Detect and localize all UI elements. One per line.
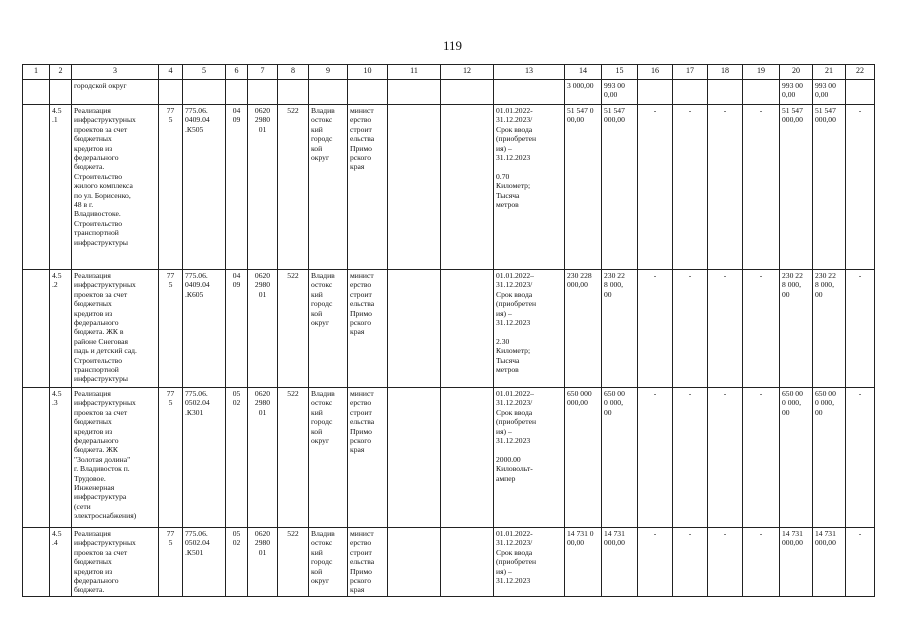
table-cell: 775.06. 0409.04 .К605 — [183, 270, 226, 388]
column-header: 3 — [72, 65, 159, 80]
table-cell: 775.06. 0502.04 .К301 — [183, 388, 226, 528]
column-header: 13 — [494, 65, 565, 80]
table-row — [23, 270, 875, 388]
table-cell: 05 02 — [226, 388, 248, 528]
table-cell: 51 547 000,00 — [780, 105, 813, 270]
table-cell: - — [708, 105, 743, 270]
table-cell: - — [743, 105, 780, 270]
column-header: 2 — [50, 65, 72, 80]
table-cell: 51 547 000,00 — [813, 105, 846, 270]
table-cell: - — [708, 270, 743, 388]
table-cell: 04 09 — [226, 105, 248, 270]
table-cell — [388, 105, 441, 270]
table-row — [23, 528, 875, 597]
table-cell: - — [673, 105, 708, 270]
table-cell: Реализация инфраструктурных проектов за счет бюджетных кредитов из федерального бюджета. ЖК в районе Снеговая падь и детский сад. Строительство транспортной инфраструктуры — [72, 270, 159, 388]
table-cell — [23, 80, 50, 105]
table-cell: 77 5 — [159, 270, 183, 388]
table-cell — [278, 80, 309, 105]
table-cell: - — [846, 270, 875, 388]
column-header: 12 — [441, 65, 494, 80]
table-cell: Владив остокс кий городс кой округ — [309, 388, 348, 528]
table-cell: - — [743, 528, 780, 597]
table-cell — [23, 528, 50, 597]
table-cell: 01.01.2022– 31.12.2023/ Срок ввода (приобретен ия) – 31.12.2023 2000.00 Киловольт- ампер — [494, 388, 565, 528]
table-cell: - — [846, 528, 875, 597]
table-cell — [441, 105, 494, 270]
table-cell: - — [638, 528, 673, 597]
table-row — [23, 388, 875, 528]
table-cell: 77 5 — [159, 528, 183, 597]
column-header: 15 — [602, 65, 638, 80]
table-cell: 51 547 000,00 — [602, 105, 638, 270]
table-cell — [441, 388, 494, 528]
table-cell: 230 22 8 000, 00 — [780, 270, 813, 388]
table-cell — [743, 80, 780, 105]
table-cell: 522 — [278, 388, 309, 528]
table-cell: 4.5 .2 — [50, 270, 72, 388]
column-header: 21 — [813, 65, 846, 80]
table-cell: 650 000 000,00 — [565, 388, 602, 528]
table-cell — [50, 80, 72, 105]
table-cell: 522 — [278, 270, 309, 388]
table-row — [23, 80, 875, 105]
page-number: 119 — [442, 38, 463, 53]
table-cell: 4.5 .3 — [50, 388, 72, 528]
table-cell: 650 00 0 000, 00 — [813, 388, 846, 528]
column-header: 10 — [348, 65, 388, 80]
table-cell: 0620 2980 01 — [248, 270, 278, 388]
table-cell — [183, 80, 226, 105]
table-cell: 993 00 0,00 — [780, 80, 813, 105]
table-cell: - — [846, 105, 875, 270]
table-cell — [673, 80, 708, 105]
table-cell: Реализация инфраструктурных проектов за счет бюджетных кредитов из федерального бюджета. Строительство жилого комплекса по ул. Борисенко, 48 в г. Владивостоке. Строительство транспортной инфраструктуры — [72, 105, 159, 270]
table-cell — [23, 105, 50, 270]
column-header: 18 — [708, 65, 743, 80]
column-header: 14 — [565, 65, 602, 80]
table-cell — [494, 80, 565, 105]
table-cell: - — [708, 528, 743, 597]
column-header: 4 — [159, 65, 183, 80]
table-cell: 14 731 0 00,00 — [565, 528, 602, 597]
table-cell: 14 731 000,00 — [602, 528, 638, 597]
table-cell: городской округ — [72, 80, 159, 105]
table-cell: - — [743, 388, 780, 528]
table-cell: Реализация инфраструктурных проектов за счет бюджетных кредитов из федерального бюджета. ЖК "Золотая долина" г. Владивосток п. Трудовое. Инженерная инфраструктура (сети электроснабжения) — [72, 388, 159, 528]
table-cell — [708, 80, 743, 105]
table-cell — [226, 80, 248, 105]
table-cell: Владив остокс кий городс кой округ — [309, 528, 348, 597]
table-cell: - — [708, 388, 743, 528]
table-cell — [248, 80, 278, 105]
table-cell — [441, 80, 494, 105]
table-cell — [159, 80, 183, 105]
table-cell: 775.06. 0409.04 .К505 — [183, 105, 226, 270]
table-cell: 01.01.2022- 31.12.2023/ Срок ввода (приобретен ия) – 31.12.2023 — [494, 528, 565, 597]
table-cell: 77 5 — [159, 105, 183, 270]
table-cell: - — [846, 388, 875, 528]
table-cell — [441, 528, 494, 597]
table-cell: Реализация инфраструктурных проектов за счет бюджетных кредитов из федерального бюджета. — [72, 528, 159, 597]
table-cell: 4.5 .1 — [50, 105, 72, 270]
column-header: 16 — [638, 65, 673, 80]
table-cell — [348, 80, 388, 105]
table-cell: 993 00 0,00 — [813, 80, 846, 105]
table-cell — [309, 80, 348, 105]
table-cell: - — [638, 270, 673, 388]
table-cell: 4.5 .4 — [50, 528, 72, 597]
column-header: 11 — [388, 65, 441, 80]
column-header: 9 — [309, 65, 348, 80]
table-cell — [638, 80, 673, 105]
table-cell — [441, 270, 494, 388]
table-row — [23, 105, 875, 270]
table-cell: 522 — [278, 105, 309, 270]
table-cell: 14 731 000,00 — [813, 528, 846, 597]
table-cell: минист ерство строит ельства Примо рского края — [348, 388, 388, 528]
table-cell — [23, 270, 50, 388]
column-header: 6 — [226, 65, 248, 80]
column-header: 22 — [846, 65, 875, 80]
table-cell: минист ерство строит ельства Примо рского края — [348, 105, 388, 270]
data-table — [22, 64, 875, 597]
table-cell: - — [673, 528, 708, 597]
table-cell: 775.06. 0502.04 .К501 — [183, 528, 226, 597]
table-cell: 0620 2980 01 — [248, 388, 278, 528]
table-cell — [846, 80, 875, 105]
table-cell: 230 228 000,00 — [565, 270, 602, 388]
header-row — [23, 65, 875, 80]
table-cell: 01.01.2022– 31.12.2023/ Срок ввода (приобретен ия) – 31.12.2023 2.30 Километр; Тысяча метров — [494, 270, 565, 388]
table-cell: Владив остокс кий городс кой округ — [309, 105, 348, 270]
table-cell: 77 5 — [159, 388, 183, 528]
table-cell — [388, 270, 441, 388]
table-cell: 0620 2980 01 — [248, 528, 278, 597]
table-cell: 0620 2980 01 — [248, 105, 278, 270]
table-cell: - — [638, 388, 673, 528]
table-cell: 01.01.2022- 31.12.2023/ Срок ввода (приобретен ия) – 31.12.2023 0.70 Километр; Тысяча метров — [494, 105, 565, 270]
column-header: 5 — [183, 65, 226, 80]
table-cell — [388, 388, 441, 528]
column-header: 20 — [780, 65, 813, 80]
table-cell: минист ерство строит ельства Примо рского края — [348, 270, 388, 388]
table-cell: 993 00 0,00 — [602, 80, 638, 105]
table-cell: - — [673, 388, 708, 528]
table-cell: - — [743, 270, 780, 388]
table-cell: 14 731 000,00 — [780, 528, 813, 597]
table-cell: минист ерство строит ельства Примо рского края — [348, 528, 388, 597]
table-cell: 650 00 0 000, 00 — [780, 388, 813, 528]
column-header: 7 — [248, 65, 278, 80]
table-cell — [388, 80, 441, 105]
column-header: 19 — [743, 65, 780, 80]
table-cell: 51 547 0 00,00 — [565, 105, 602, 270]
table-cell: 650 00 0 000, 00 — [602, 388, 638, 528]
column-header: 1 — [23, 65, 50, 80]
table-cell — [23, 388, 50, 528]
table-cell: 05 02 — [226, 528, 248, 597]
table-cell: 04 09 — [226, 270, 248, 388]
column-header: 8 — [278, 65, 309, 80]
table-cell — [388, 528, 441, 597]
table-cell: 230 22 8 000, 00 — [813, 270, 846, 388]
table-cell: 522 — [278, 528, 309, 597]
table-cell: 3 000,00 — [565, 80, 602, 105]
table-cell: 230 22 8 000, 00 — [602, 270, 638, 388]
table-cell: - — [673, 270, 708, 388]
column-header: 17 — [673, 65, 708, 80]
table-cell: Владив остокс кий городс кой округ — [309, 270, 348, 388]
table-cell: - — [638, 105, 673, 270]
